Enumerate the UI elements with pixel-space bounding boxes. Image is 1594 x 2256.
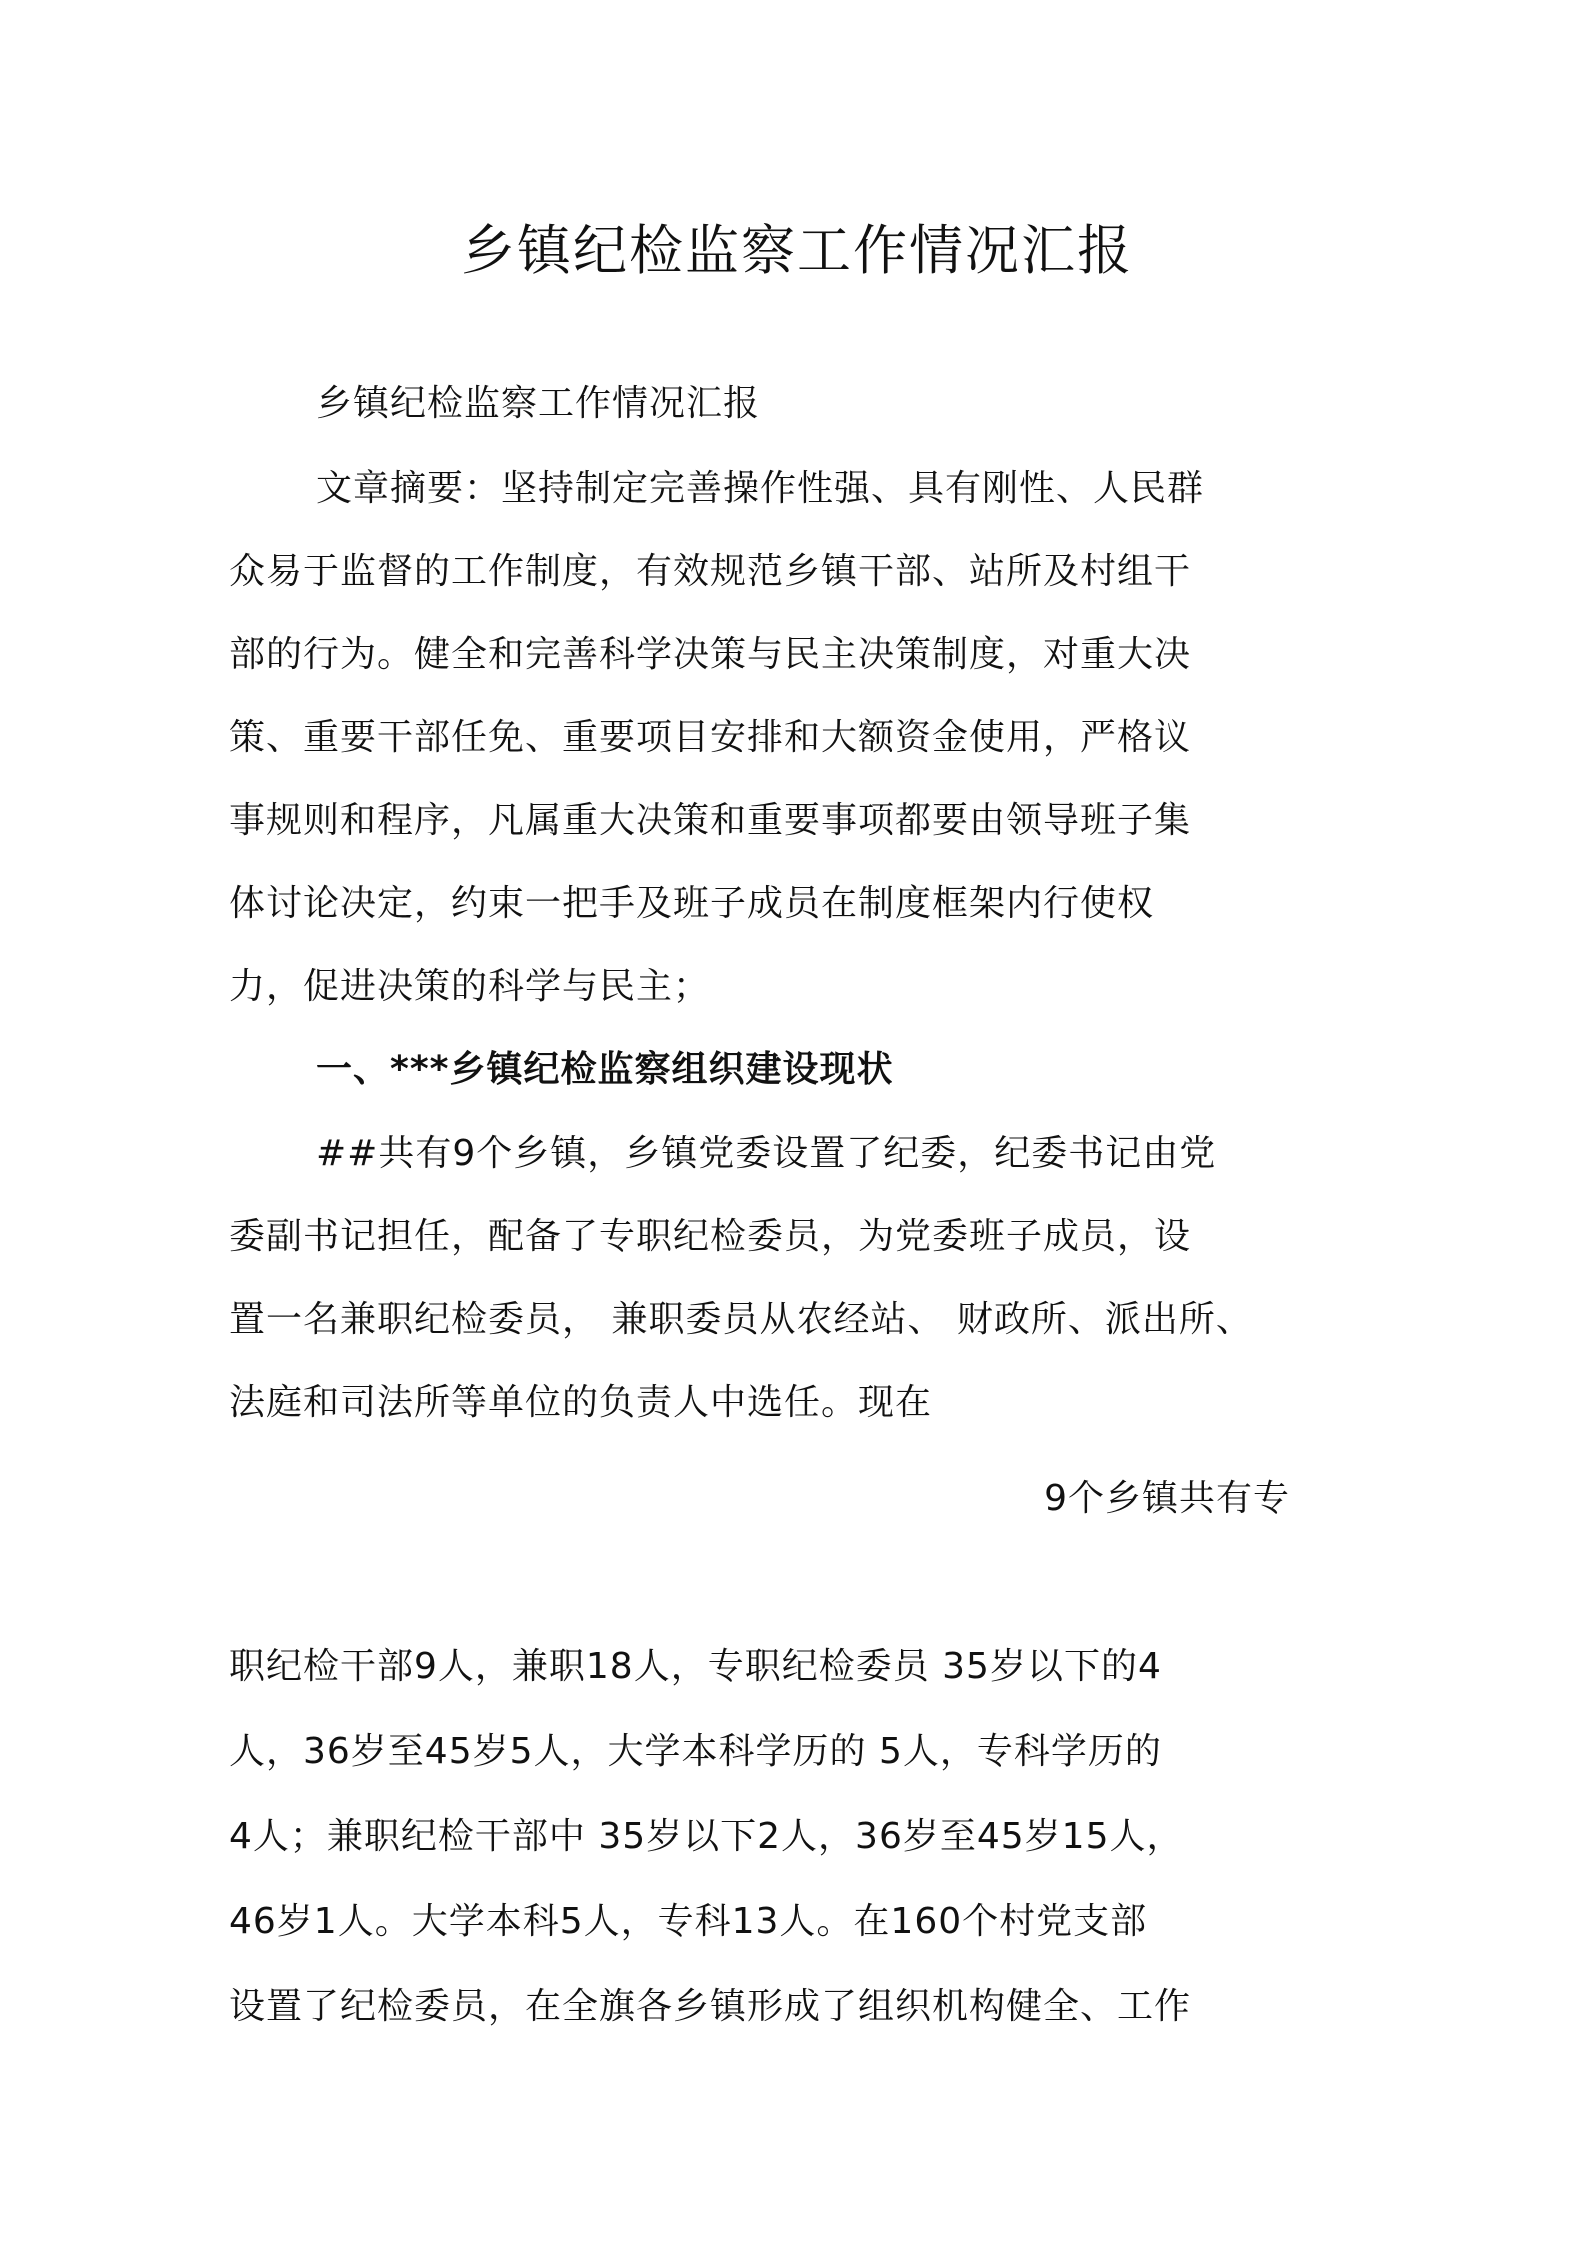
paragraph-line-abstract-6: 体讨论决定，约束一把手及班子成员在制度框架内行使权 [229,883,1155,924]
paragraph-line-body-10: 设置了纪检委员，在全旗各乡镇形成了组织机构健全、工作 [229,1986,1192,2027]
paragraph-line-body-2: 委副书记担任，配备了专职纪检委员，为党委班子成员，设 [229,1216,1192,1257]
paragraph-line-body-8: 4人；兼职纪检干部中 35岁以下2人，36岁至45岁15人， [229,1816,1184,1857]
document-title: 乡镇纪检监察工作情况汇报 [461,219,1133,282]
paragraph-line-body-1: ##共有9个乡镇，乡镇党委设置了纪委，纪委书记由党 [316,1133,1217,1174]
paragraph-line-abstract-4: 策、重要干部任免、重要项目安排和大额资金使用，严格议 [229,717,1192,758]
paragraph-line-body-9: 46岁1人。大学本科5人，专科13人。在160个村党支部 [229,1901,1148,1942]
paragraph-line-abstract-1: 文章摘要：坚持制定完善操作性强、具有刚性、人民群 [316,468,1205,509]
paragraph-line-body-7: 人，36岁至45岁5人，大学本科学历的 5人，专科学历的 [229,1731,1162,1772]
paragraph-line-abstract-5: 事规则和程序，凡属重大决策和重要事项都要由领导班子集 [229,800,1192,841]
section-heading: 一、***乡镇纪检监察组织建设现状 [316,1049,894,1090]
paragraph-line-body-6: 职纪检干部9人，兼职18人，专职纪检委员 35岁以下的4 [229,1646,1162,1687]
paragraph-line-abstract-7: 力，促进决策的科学与民主； [229,966,711,1007]
paragraph-line-abstract-2: 众易于监督的工作制度，有效规范乡镇干部、站所及村组干 [229,551,1192,592]
paragraph-line-abstract-3: 部的行为。健全和完善科学决策与民主决策制度，对重大决 [229,634,1192,675]
paragraph-line-body-4: 法庭和司法所等单位的负责人中选任。现在 [229,1382,933,1423]
paragraph-line-body-5: 9个乡镇共有专 [1044,1478,1290,1519]
document-subtitle: 乡镇纪检监察工作情况汇报 [316,383,761,424]
paragraph-line-body-3: 置一名兼职纪检委员， 兼职委员从农经站、 财政所、派出所、 [229,1299,1253,1340]
